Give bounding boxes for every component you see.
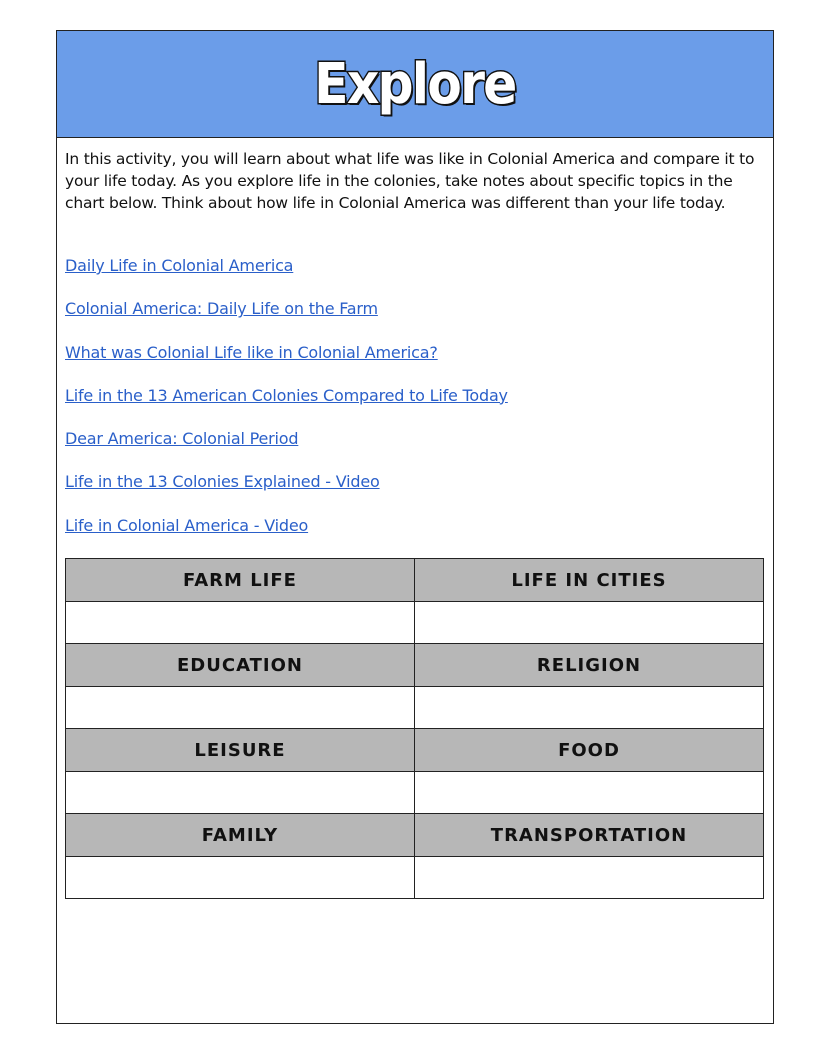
link-colonial-life[interactable]: What was Colonial Life like in Colonial America? bbox=[65, 342, 438, 362]
worksheet-page bbox=[56, 30, 774, 1024]
link-explained-video[interactable]: Life in the 13 Colonies Explained - Video bbox=[65, 472, 380, 492]
table-header: LIFE IN CITIES bbox=[415, 559, 764, 602]
notes-cell[interactable] bbox=[415, 772, 764, 814]
link-compared[interactable]: Life in the 13 American Colonies Compared to Life Today bbox=[65, 385, 508, 405]
link-daily-life[interactable]: Daily Life in Colonial America bbox=[65, 256, 294, 275]
table-header: TRANSPORTATION bbox=[415, 814, 764, 857]
notes-cell[interactable] bbox=[415, 857, 764, 899]
page-title: Explore bbox=[314, 51, 516, 117]
resource-links bbox=[65, 255, 508, 558]
notes-cell[interactable] bbox=[415, 687, 764, 729]
intro-text: In this activity, you will learn about what life was like in Colonial America and compare it to your life today. As you explore life in the colonies, take notes about specific topics in the chart below. Think about how life in Colonial America was different than your life today. bbox=[65, 150, 755, 212]
header-banner bbox=[57, 31, 773, 138]
notes-cell[interactable] bbox=[66, 602, 415, 644]
table-header: FAMILY bbox=[66, 814, 415, 857]
notes-cell[interactable] bbox=[66, 687, 415, 729]
notes-cell[interactable] bbox=[66, 857, 415, 899]
link-dear-america[interactable]: Dear America: Colonial Period bbox=[65, 429, 299, 449]
link-farm[interactable]: Colonial America: Daily Life on the Farm bbox=[65, 299, 378, 319]
link-colonial-video[interactable]: Life in Colonial America - Video bbox=[65, 515, 309, 535]
table-header: FARM LIFE bbox=[66, 559, 415, 602]
table-header: FOOD bbox=[415, 729, 764, 772]
table-header: EDUCATION bbox=[66, 644, 415, 687]
notes-table bbox=[65, 558, 764, 899]
table-header: RELIGION bbox=[415, 644, 764, 687]
notes-cell[interactable] bbox=[415, 602, 764, 644]
table-header: LEISURE bbox=[66, 729, 415, 772]
notes-cell[interactable] bbox=[66, 772, 415, 814]
